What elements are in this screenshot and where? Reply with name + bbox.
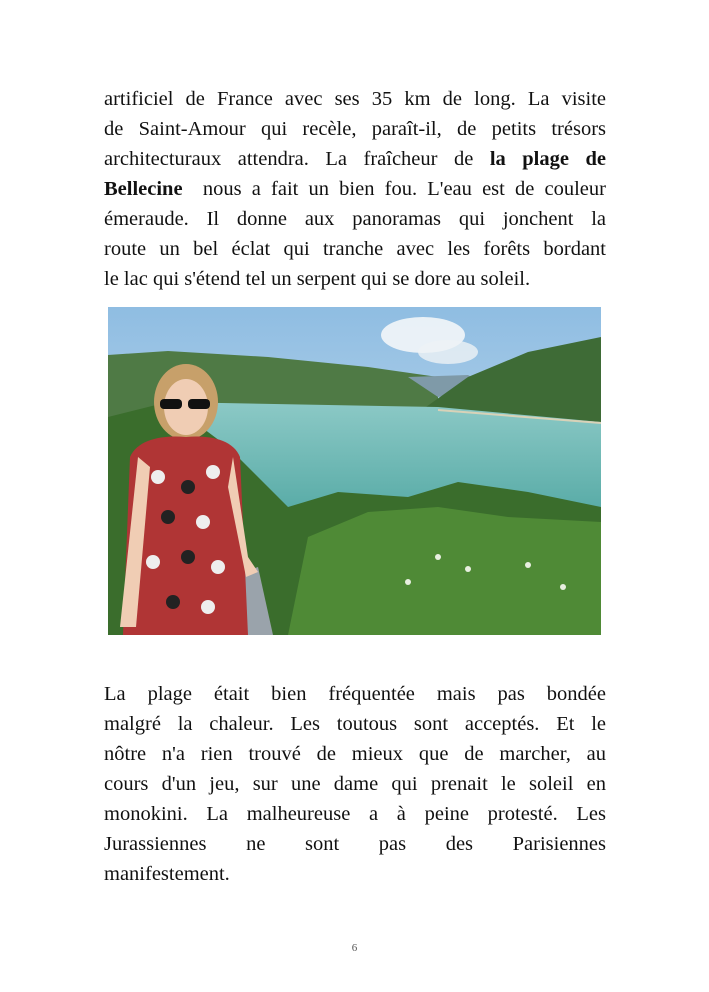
text-line: La plage était bien fréquentée mais pas bondée [104, 683, 606, 705]
text-line: monokini. La malheureuse a à peine protesté. Les [104, 803, 606, 825]
lake-photo [108, 307, 601, 635]
paragraph-intro [104, 84, 606, 294]
page-number: 6 [351, 942, 358, 954]
text-line: le lac qui s'étend tel un serpent qui se dore au soleil. [104, 268, 531, 290]
text-line: architecturaux attendra. La fraîcheur de la plage de [104, 148, 606, 170]
text-line: Jurassiennes ne sont pas des Parisiennes [104, 833, 606, 855]
text-line: malgré la chaleur. Les toutous sont acceptés. Et le [104, 713, 606, 735]
text-line: manifestement. [104, 863, 230, 885]
text-line: nôtre n'a rien trouvé de mieux que de marcher, au [104, 743, 606, 765]
text-line: émeraude. Il donne aux panoramas qui jonchent la [104, 208, 606, 230]
text-line: cours d'un jeu, sur une dame qui prenait le soleil en [104, 773, 606, 795]
bold-place-name: Bellecine [104, 178, 183, 200]
text-line: Bellecine nous a fait un bien fou. L'eau est de couleur [104, 178, 606, 200]
bold-place-name: la plage de [489, 148, 606, 170]
text-line: de Saint-Amour qui recèle, paraît-il, de petits trésors [104, 118, 606, 140]
text-line: artificiel de France avec ses 35 km de long. La visite [104, 88, 606, 110]
paragraph-beach [104, 679, 606, 889]
text-line: route un bel éclat qui tranche avec les forêts bordant [104, 238, 606, 260]
